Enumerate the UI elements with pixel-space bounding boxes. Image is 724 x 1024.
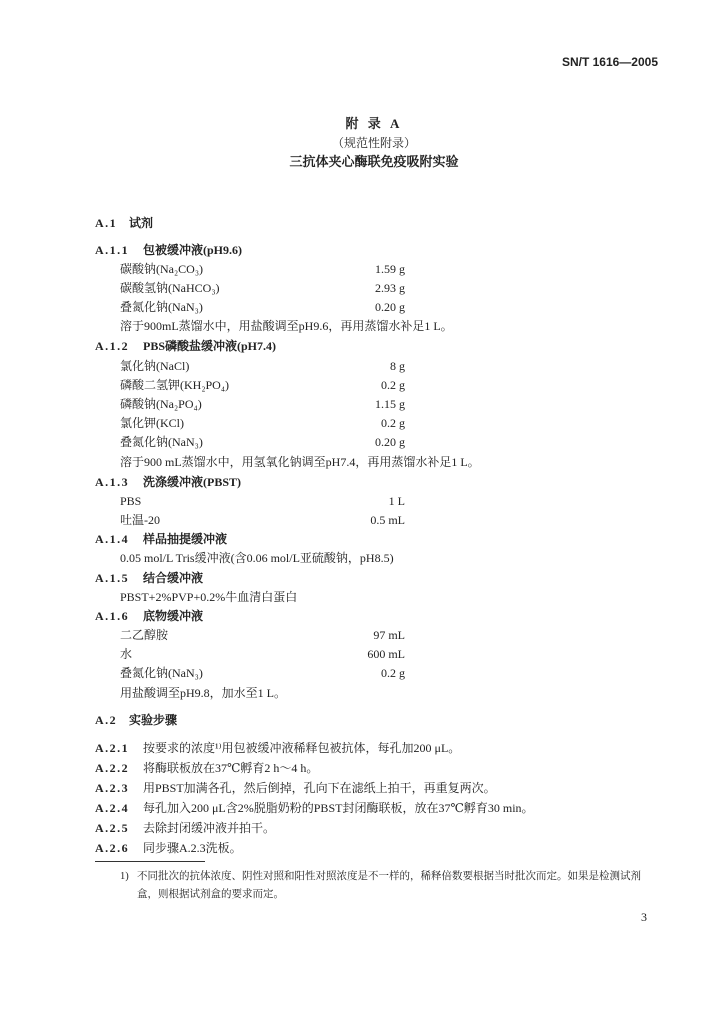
- reagent-name: 叠氮化钠(NaN₃): [120, 300, 203, 314]
- reagent-amount: 1.59 g: [375, 262, 405, 276]
- reagent-name: 氯化钠(NaCl): [120, 359, 190, 373]
- reagent-name: 叠氮化钠(NaN₃): [120, 666, 203, 680]
- subsection-number: A.1.4: [95, 532, 130, 546]
- reagent-row: [120, 493, 405, 509]
- reagent-row: [120, 377, 405, 393]
- footnote-rule: [95, 861, 205, 862]
- procedure-step: [95, 820, 275, 836]
- reagent-amount: 0.20 g: [375, 435, 405, 449]
- reagent-name: PBS: [120, 494, 142, 508]
- subsection-heading: [95, 531, 227, 547]
- subsection-number: A.1.6: [95, 609, 130, 623]
- reagent-amount: 1.15 g: [375, 397, 405, 411]
- step-number: A.2.3: [95, 781, 130, 795]
- reagent-row: [120, 512, 405, 528]
- reagent-row: [120, 434, 405, 450]
- subsection-heading: [95, 474, 241, 490]
- reagent-row: [120, 261, 405, 277]
- buffer-composition: PBST+2%PVP+0.2%牛血清白蛋白: [120, 590, 298, 604]
- footnote: [120, 869, 641, 885]
- reagent-name: 碳酸钠(Na₂CO₃): [120, 262, 204, 276]
- reagent-name: 氯化钾(KCl): [120, 416, 184, 430]
- footnote-marker: 1): [120, 871, 129, 882]
- reagent-amount: 2.93 g: [375, 281, 405, 295]
- reagent-amount: 1 L: [388, 494, 405, 508]
- reagent-amount: 0.2 g: [381, 416, 405, 430]
- step-text: 将酶联板放在37℃孵育2 h～4 h。: [143, 761, 319, 775]
- subsection-title: 样品抽提缓冲液: [143, 532, 228, 546]
- subsection-heading: [95, 570, 203, 586]
- subsection-title: 结合缓冲液: [143, 571, 204, 585]
- section-heading: [95, 215, 153, 231]
- procedure-step: [95, 760, 318, 776]
- subsection-heading: [95, 338, 276, 354]
- preparation-note: 用盐酸调至pH9.8，加水至1 L。: [120, 686, 286, 700]
- step-text: 去除封闭缓冲液并拍干。: [143, 821, 276, 835]
- reagent-name: 吐温-20: [120, 513, 160, 527]
- step-number: A.2.1: [95, 741, 130, 755]
- subsection-title: 包被缓冲液(pH9.6): [143, 243, 243, 257]
- appendix-nature: （规范性附录）: [331, 136, 416, 150]
- reagent-amount: 0.2 g: [381, 378, 405, 392]
- footnote-text-continued: 盒，则根据试剂盒的要求而定。: [137, 889, 284, 900]
- step-text: 按要求的浓度¹⁾用包被缓冲液稀释包被抗体，每孔加200 μL。: [143, 741, 461, 755]
- section-heading: [95, 712, 177, 728]
- subsection-number: A.1.3: [95, 475, 130, 489]
- subsection-heading: [95, 608, 203, 624]
- reagent-amount: 0.5 mL: [370, 513, 405, 527]
- reagent-amount: 600 mL: [367, 647, 405, 661]
- preparation-note: 溶于900 mL蒸馏水中，用氢氧化钠调至pH7.4，再用蒸馏水补足1 L。: [120, 455, 480, 469]
- section-number: A.1: [95, 216, 118, 230]
- step-text: 每孔加入200 μL含2%脱脂奶粉的PBST封闭酶联板，放在37℃孵育30 min。: [143, 801, 534, 815]
- step-text: 同步骤A.2.3洗板。: [143, 841, 242, 855]
- reagent-name: 水: [120, 647, 133, 661]
- reagent-row: [120, 646, 405, 662]
- subsection-heading: [95, 242, 242, 258]
- reagent-row: [120, 415, 405, 431]
- standard-number: SN/T 1616—2005: [561, 55, 658, 69]
- subsection-number: A.1.2: [95, 339, 130, 353]
- reagent-amount: 97 mL: [373, 628, 405, 642]
- reagent-row: [120, 358, 405, 374]
- procedure-step: [95, 780, 496, 796]
- reagent-name: 磷酸二氢钾(KH₂PO₄): [120, 378, 230, 392]
- reagent-row: [120, 299, 405, 315]
- reagent-row: [120, 627, 405, 643]
- appendix-label: 附 录 A: [345, 116, 403, 131]
- footnote-text: 不同批次的抗体浓度、阴性对照和阳性对照浓度是不一样的，稀释倍数要根据当时批次而定。如果是检测试剂: [137, 871, 641, 882]
- procedure-step: [95, 800, 534, 816]
- preparation-note: 溶于900mL蒸馏水中，用盐酸调至pH9.6，再用蒸馏水补足1 L。: [120, 319, 453, 333]
- subsection-title: 洗涤缓冲液(PBST): [143, 475, 242, 489]
- reagent-name: 二乙醇胺: [120, 628, 169, 642]
- subsection-title: PBS磷酸盐缓冲液(pH7.4): [143, 339, 277, 353]
- reagent-name: 碳酸氢钠(NaHCO₃): [120, 281, 220, 295]
- subsection-title: 底物缓冲液: [143, 609, 204, 623]
- reagent-name: 磷酸钠(Na₂PO₄): [120, 397, 202, 411]
- reagent-name: 叠氮化钠(NaN₃): [120, 435, 203, 449]
- procedure-step: [95, 740, 460, 756]
- step-text: 用PBST加满各孔，然后倒掉，孔向下在滤纸上拍干，再重复两次。: [143, 781, 496, 795]
- reagent-amount: 8 g: [390, 359, 405, 373]
- section-number: A.2: [95, 713, 118, 727]
- page-number: 3: [641, 910, 647, 924]
- procedure-step: [95, 840, 242, 856]
- section-title: 实验步骤: [129, 713, 178, 727]
- reagent-row: [120, 665, 405, 681]
- step-number: A.2.2: [95, 761, 130, 775]
- reagent-amount: 0.2 g: [381, 666, 405, 680]
- step-number: A.2.4: [95, 801, 130, 815]
- buffer-composition: 0.05 mol/L Tris缓冲液(含0.06 mol/L亚硫酸钠，pH8.5): [120, 551, 394, 565]
- appendix-title: 三抗体夹心酶联免疫吸附实验: [289, 154, 459, 169]
- step-number: A.2.6: [95, 841, 130, 855]
- section-title: 试剂: [129, 216, 154, 230]
- step-number: A.2.5: [95, 821, 130, 835]
- reagent-amount: 0.20 g: [375, 300, 405, 314]
- subsection-number: A.1.1: [95, 243, 130, 257]
- subsection-number: A.1.5: [95, 571, 130, 585]
- reagent-row: [120, 280, 405, 296]
- reagent-row: [120, 396, 405, 412]
